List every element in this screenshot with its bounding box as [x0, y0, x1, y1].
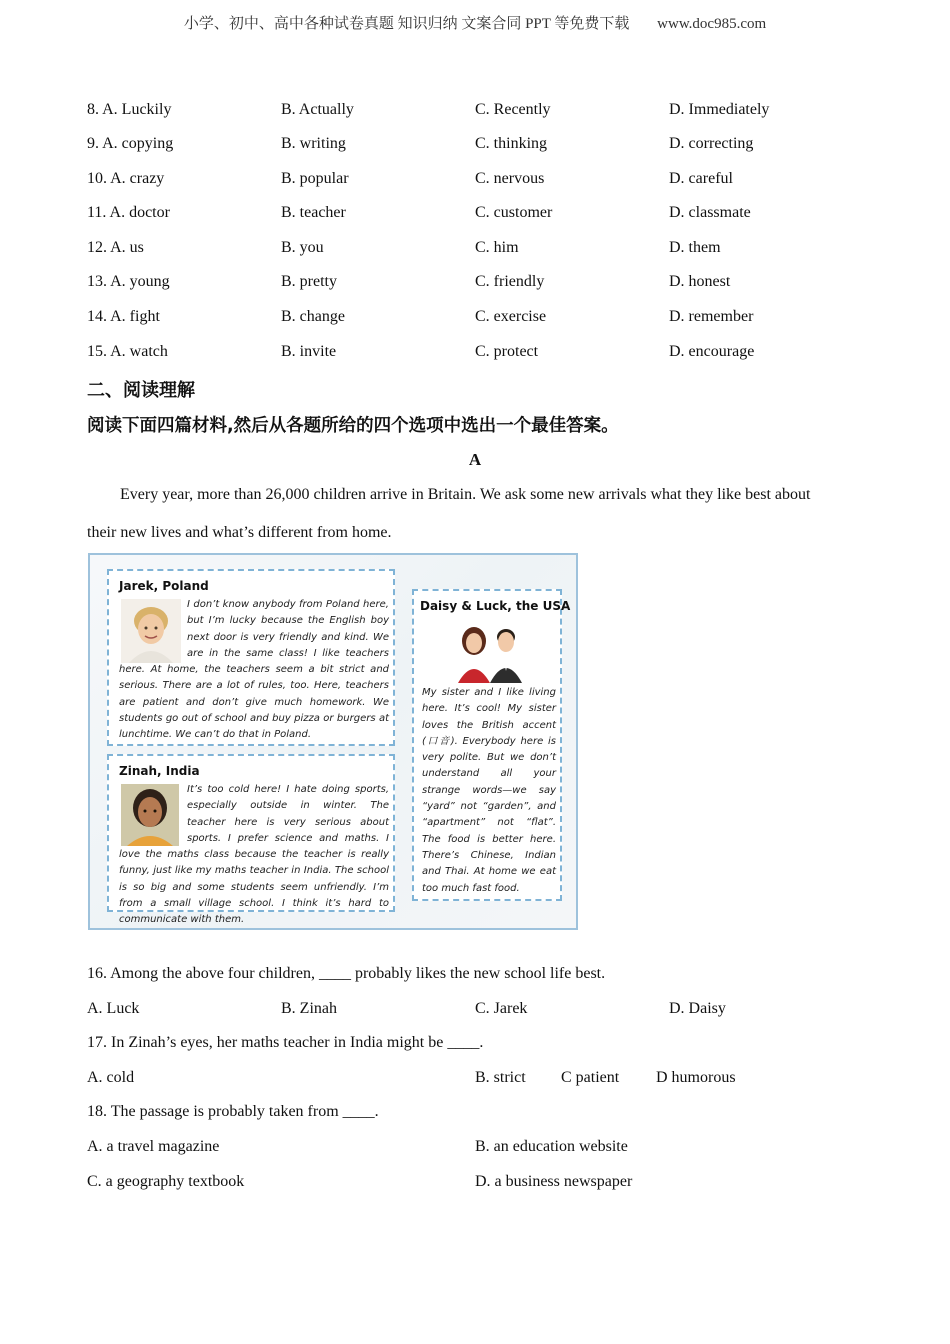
- zinah-text: [119, 782, 389, 929]
- option-a: 9. A. copying: [87, 135, 174, 152]
- option-a: A. a travel magazine: [87, 1138, 220, 1155]
- q18-options-2: [87, 1173, 867, 1203]
- cloze-row: [87, 170, 867, 200]
- cloze-row: [87, 308, 867, 338]
- q17-options: [87, 1069, 867, 1099]
- cloze-row: [87, 135, 867, 165]
- option-b: B. teacher: [281, 204, 346, 221]
- cloze-row: [87, 239, 867, 269]
- option-d: D humorous: [656, 1069, 736, 1086]
- header-site: www.doc985.com: [657, 16, 767, 32]
- cloze-row: [87, 343, 867, 373]
- option-a: 8. A. Luckily: [87, 101, 172, 118]
- zinah-name: Zinah, India: [119, 764, 200, 778]
- section-title: 二、阅读理解: [87, 380, 195, 401]
- passage-label: A: [468, 450, 482, 469]
- header-text: 小学、初中、高中各种试卷真题 知识归纳 文案合同 PPT 等免费下载: [183, 16, 630, 32]
- zinah-box: [107, 754, 395, 926]
- option-c: C. Jarek: [475, 1000, 528, 1017]
- option-d: D. encourage: [669, 343, 755, 360]
- option-d: D. correcting: [669, 135, 754, 152]
- daisy-photo: [444, 621, 534, 683]
- q16-options: [87, 1000, 867, 1030]
- option-b: B. Zinah: [281, 1000, 337, 1017]
- jarek-text-content: I don’t know anybody from Poland here, but I’m lucky because the English boy next door is very friendly and kind. We are in the same class! I like teachers here. At home, the teachers seem a bit strict and serious. There are a lot of rules, too. Here, teachers are patient and don’t give much homework. We students go out of school and buy pizza or burgers at lunchtime. We can’t do that in Poland.: [119, 599, 389, 741]
- option-a: 13. A. young: [87, 273, 170, 290]
- article-figure: [88, 553, 578, 930]
- option-b: B. an education website: [475, 1138, 628, 1155]
- option-a: A. cold: [87, 1069, 135, 1086]
- option-b: B. change: [281, 308, 345, 325]
- page-header: [0, 12, 950, 33]
- option-d: D. remember: [669, 308, 754, 325]
- option-c: C. customer: [475, 204, 553, 221]
- option-b: B. Actually: [281, 101, 354, 118]
- option-c: C. friendly: [475, 273, 545, 290]
- q18-options-1: [87, 1138, 867, 1168]
- option-b: B. popular: [281, 170, 349, 187]
- cloze-row: [87, 204, 867, 234]
- option-d: D. honest: [669, 273, 731, 290]
- option-b: B. you: [281, 239, 324, 256]
- option-a: 12. A. us: [87, 239, 144, 256]
- option-c: C. exercise: [475, 308, 547, 325]
- jarek-box: [107, 569, 395, 746]
- question-18: 18. The passage is probably taken from ____.: [87, 1103, 379, 1120]
- option-d: D. a business newspaper: [475, 1173, 633, 1190]
- option-a: 15. A. watch: [87, 343, 168, 360]
- question-16: 16. Among the above four children, ____ probably likes the new school life best.: [87, 965, 606, 982]
- option-c: C. a geography textbook: [87, 1173, 245, 1190]
- daisy-name: Daisy & Luck, the USA: [420, 599, 571, 613]
- option-d: D. careful: [669, 170, 733, 187]
- option-c: C. protect: [475, 343, 539, 360]
- option-d: D. classmate: [669, 204, 751, 221]
- question-17: 17. In Zinah’s eyes, her maths teacher in India might be ____.: [87, 1034, 484, 1051]
- option-d: D. Immediately: [669, 101, 770, 118]
- section-instruction: 阅读下面四篇材料,然后从各题所给的四个选项中选出一个最佳答案。: [87, 416, 619, 436]
- intro-line-1: Every year, more than 26,000 children arrive in Britain. We ask some new arrivals what they like best about: [120, 486, 811, 503]
- option-b: B. writing: [281, 135, 346, 152]
- option-c: C patient: [561, 1069, 620, 1086]
- cloze-row: [87, 273, 867, 303]
- option-b: B. pretty: [281, 273, 337, 290]
- daisy-text: My sister and I like living here. It’s cool! My sister loves the British accent (口音). Everybody here is very polite. But we don’t understand all your strange words—we say “yard” not “garden”, and “apartment” not “flat”. The food is better here. There’s Chinese, Indian and Thai. At home we eat too much fast food.: [422, 687, 556, 894]
- option-c: C. him: [475, 239, 519, 256]
- daisy-box: [412, 589, 571, 901]
- option-b: B. invite: [281, 343, 337, 360]
- jarek-name: Jarek, Poland: [119, 579, 209, 593]
- intro-line-2: their new lives and what’s different from home.: [87, 524, 392, 541]
- option-a: 11. A. doctor: [87, 204, 170, 221]
- zinah-text-content: It’s too cold here! I hate doing sports, especially outside in winter. The teacher here is very serious about sports. I prefer science and maths. I love the maths class because the teacher is really funny, just like my maths teacher in India. The school is so big and some students seem unfriendly. I’m from a small village school. I think it’s hard to communicate with them.: [119, 784, 389, 926]
- option-d: D. them: [669, 239, 721, 256]
- option-d: D. Daisy: [669, 1000, 726, 1017]
- option-a: A. Luck: [87, 1000, 140, 1017]
- option-a: 10. A. crazy: [87, 170, 165, 187]
- option-c: C. nervous: [475, 170, 545, 187]
- option-c: C. Recently: [475, 101, 551, 118]
- option-b: B. strict: [475, 1069, 526, 1086]
- jarek-text: [119, 597, 389, 744]
- option-a: 14. A. fight: [87, 308, 160, 325]
- option-c: C. thinking: [475, 135, 548, 152]
- cloze-row: [87, 101, 867, 131]
